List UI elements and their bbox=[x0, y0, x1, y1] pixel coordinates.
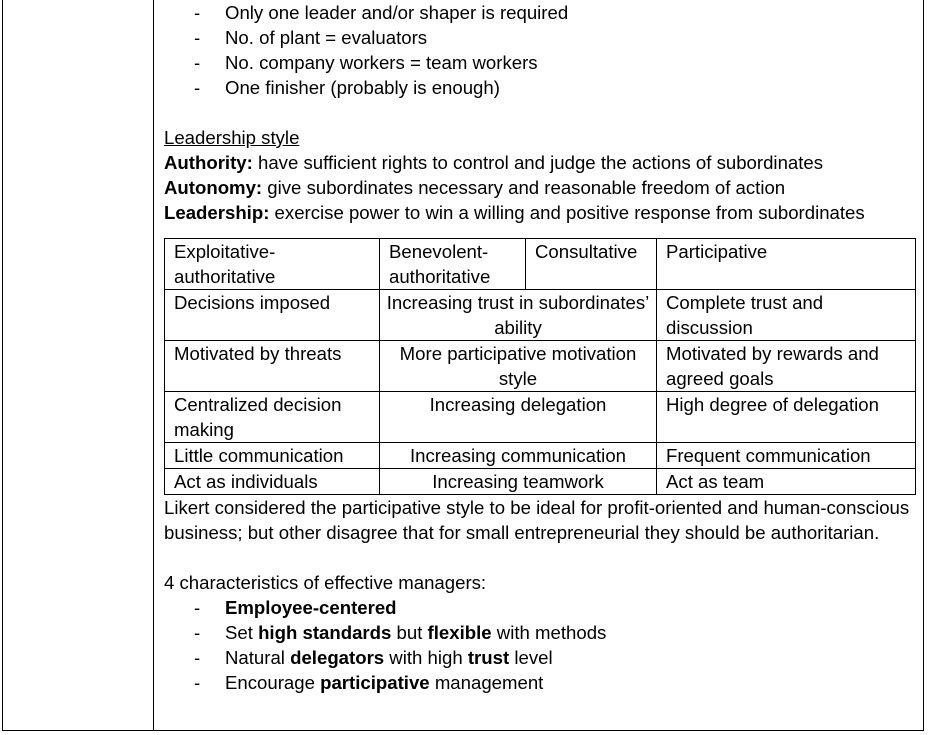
text-segment: management bbox=[429, 672, 544, 693]
definition-line bbox=[164, 150, 916, 175]
bullet-dash: - bbox=[194, 77, 201, 98]
managers-bullet-list bbox=[164, 595, 916, 695]
column-divider bbox=[153, 0, 154, 731]
bullet-dash: - bbox=[194, 597, 201, 618]
text-segment: but bbox=[391, 622, 428, 643]
table-row bbox=[165, 290, 916, 341]
definition-text: exercise power to win a willing and positive response from subordinates bbox=[269, 202, 865, 223]
table-cell: High degree of delegation bbox=[657, 392, 916, 443]
text-segment: with methods bbox=[491, 622, 607, 643]
table-header-cell: Benevolent-authoritative bbox=[380, 239, 526, 290]
bold-phrase: high standards bbox=[258, 622, 392, 643]
table-header-cell: Participative bbox=[657, 239, 916, 290]
intro-bullet-list bbox=[164, 0, 916, 100]
bold-phrase: Employee-centered bbox=[225, 597, 397, 618]
table-row bbox=[165, 469, 916, 495]
list-item bbox=[164, 25, 916, 50]
bold-phrase: flexible bbox=[427, 622, 492, 643]
text-segment: with high bbox=[384, 647, 468, 668]
table-cell: Act as individuals bbox=[165, 469, 380, 495]
leadership-heading: Leadership style bbox=[164, 127, 300, 148]
table-cell: Centralized decision making bbox=[165, 392, 380, 443]
bullet-text: No. of plant = evaluators bbox=[225, 27, 428, 48]
likert-paragraph: Likert considered the participative style to be ideal for profit-oriented and human-conscious business; but other disagree that for small entrepreneurial they should be authoritarian. bbox=[164, 497, 910, 543]
bullet-text: No. company workers = team workers bbox=[225, 52, 538, 73]
definition-line bbox=[164, 175, 916, 200]
bullet-dash: - bbox=[194, 672, 201, 693]
table-cell: Motivated by threats bbox=[165, 341, 380, 392]
table-cell: Little communication bbox=[165, 443, 380, 469]
table-cell: Increasing delegation bbox=[380, 392, 657, 443]
table-cell: Motivated by rewards and agreed goals bbox=[657, 341, 916, 392]
list-item bbox=[164, 0, 916, 25]
spacer bbox=[164, 545, 916, 570]
bullet-dash: - bbox=[194, 27, 201, 48]
definition-term: Leadership: bbox=[164, 202, 270, 223]
table-row bbox=[165, 341, 916, 392]
table-cell: Complete trust and discussion bbox=[657, 290, 916, 341]
list-item bbox=[164, 595, 916, 620]
table-cell: Increasing communication bbox=[380, 443, 657, 469]
table-header-row bbox=[165, 239, 916, 290]
bold-phrase: trust bbox=[467, 647, 510, 668]
list-item bbox=[164, 50, 916, 75]
table-row bbox=[165, 443, 916, 469]
definition-term: Authority: bbox=[164, 152, 253, 173]
definition-text: give subordinates necessary and reasonable freedom of action bbox=[262, 177, 786, 198]
list-item bbox=[164, 645, 916, 670]
bullet-dash: - bbox=[194, 647, 201, 668]
leadership-definitions bbox=[164, 150, 916, 225]
text-segment: level bbox=[509, 647, 553, 668]
bullet-dash: - bbox=[194, 2, 201, 23]
definition-term: Autonomy: bbox=[164, 177, 263, 198]
bullet-text: One finisher (probably is enough) bbox=[225, 77, 500, 98]
text-segment: Encourage bbox=[225, 672, 321, 693]
table-header-cell: Consultative bbox=[526, 239, 657, 290]
bullet-dash: - bbox=[194, 52, 201, 73]
table-cell: Act as team bbox=[657, 469, 916, 495]
managers-heading: 4 characteristics of effective managers: bbox=[164, 572, 487, 593]
table-row bbox=[165, 392, 916, 443]
list-item bbox=[164, 75, 916, 100]
list-item bbox=[164, 670, 916, 695]
text-segment: Natural bbox=[225, 647, 291, 668]
spacer bbox=[164, 100, 916, 125]
table-header-cell: Exploitative-authoritative bbox=[165, 239, 380, 290]
bullet-dash: - bbox=[194, 622, 201, 643]
definition-text: have sufficient rights to control and judge the actions of subordinates bbox=[252, 152, 824, 173]
text-segment: Set bbox=[225, 622, 259, 643]
list-item bbox=[164, 620, 916, 645]
notes-content bbox=[164, 0, 916, 695]
definition-line bbox=[164, 200, 916, 225]
table-cell: Increasing trust in subordinates’ ability bbox=[380, 290, 657, 341]
bold-phrase: participative bbox=[320, 672, 430, 693]
bullet-text: Only one leader and/or shaper is required bbox=[225, 2, 569, 23]
table-cell: Frequent communication bbox=[657, 443, 916, 469]
table-cell: Decisions imposed bbox=[165, 290, 380, 341]
bold-phrase: delegators bbox=[290, 647, 385, 668]
likert-styles-table bbox=[164, 238, 916, 495]
table-cell: More participative motivation style bbox=[380, 341, 657, 392]
table-cell: Increasing teamwork bbox=[380, 469, 657, 495]
